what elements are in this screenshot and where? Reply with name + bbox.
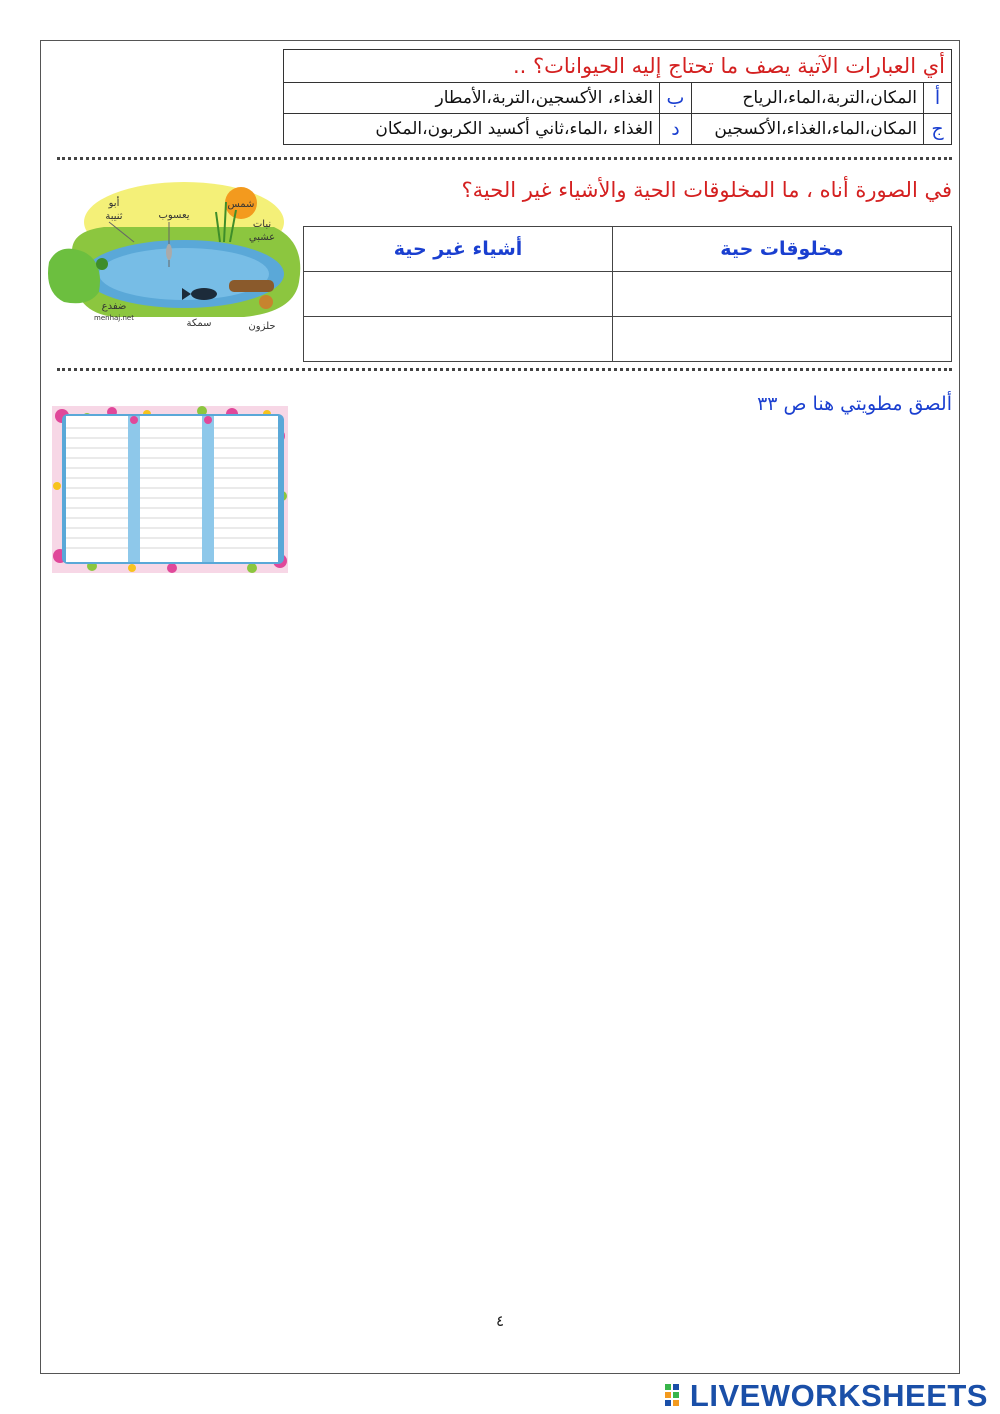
foldable-image: [52, 406, 288, 573]
dotted-divider-2: [57, 368, 952, 371]
fish-label: سمكة: [186, 318, 212, 329]
snail-label: حلزون: [248, 321, 276, 332]
log-icon: [229, 280, 274, 292]
question1-title: أي العبارات الآتية يصف ما تحتاج إليه الحيوانات؟ ..: [284, 50, 952, 83]
nonliving-header: أشياء غير حية: [304, 227, 613, 272]
liveworksheets-logo-icon: [665, 1382, 687, 1410]
snail-icon: [259, 295, 273, 309]
option-b-text[interactable]: الغذاء، الأكسجين،التربة،الأمطار: [284, 83, 660, 114]
living-header: مخلوقات حية: [613, 227, 952, 272]
dotted-divider: [57, 157, 952, 160]
living-answer-cell-1[interactable]: [613, 272, 952, 317]
pond-image: [44, 182, 306, 332]
page-number: ٤: [495, 1312, 505, 1330]
heron-label-2: ثنيبة: [105, 211, 123, 222]
question1-table: [283, 49, 952, 145]
option-c-text[interactable]: المكان،الماء،الغذاء،الأكسجين: [692, 114, 924, 145]
living-answer-cell-2[interactable]: [613, 317, 952, 362]
heron-label: أبو: [108, 198, 120, 209]
option-a-text[interactable]: المكان،التربة،الماء،الرياح: [692, 83, 924, 114]
option-a-letter: أ: [924, 83, 952, 114]
option-d-text[interactable]: الغذاء ،الماء،ثاني أكسيد الكربون،المكان: [284, 114, 660, 145]
brand-name[interactable]: LIVEWORKSHEETS: [689, 1378, 988, 1413]
dragonfly-label: يعسوب: [158, 210, 190, 221]
option-b-letter: ب: [660, 83, 692, 114]
frog-label: ضفدع: [101, 301, 127, 312]
liveworksheets-logo: [665, 1378, 988, 1414]
site-label: menhaj.net: [94, 314, 134, 322]
fish-icon: [191, 288, 217, 300]
nonliving-answer-cell-1[interactable]: [304, 272, 613, 317]
plant-label-2: عشبي: [248, 232, 276, 243]
sun-label: شمس: [227, 199, 255, 210]
option-d-letter: د: [660, 114, 692, 145]
plant-label: نبات: [252, 219, 272, 230]
option-c-letter: ج: [924, 114, 952, 145]
question2-table: [303, 226, 952, 362]
nonliving-answer-cell-2[interactable]: [304, 317, 613, 362]
question3-title: ألصق مطويتي هنا ص ٣٣: [757, 393, 952, 415]
question2-title: في الصورة أناه ، ما المخلوقات الحية والأشياء غير الحية؟: [461, 178, 952, 202]
dragonfly-icon: [166, 244, 172, 260]
